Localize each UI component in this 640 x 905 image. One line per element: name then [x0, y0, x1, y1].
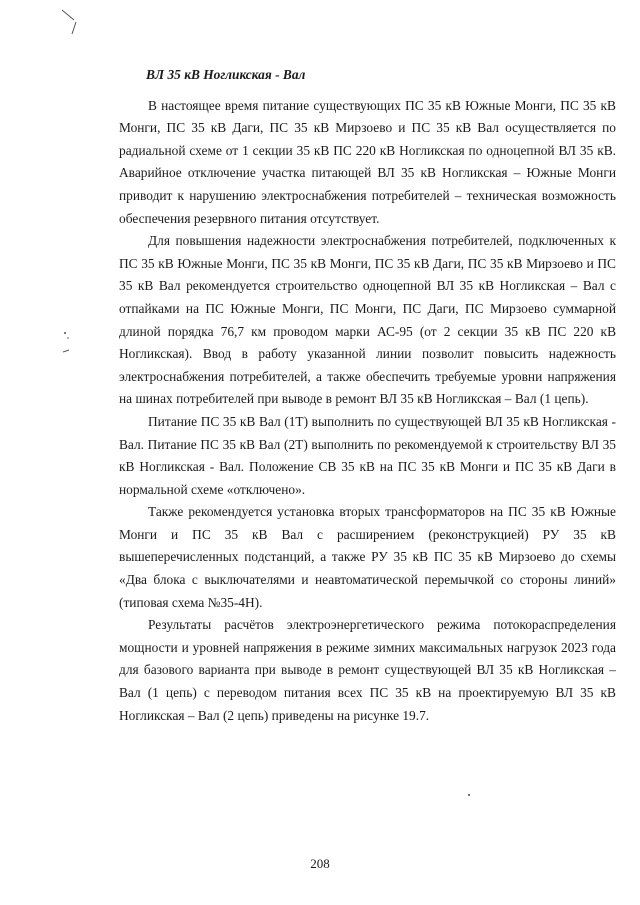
paragraph-3: Питание ПС 35 кВ Вал (1Т) выполнить по существующей ВЛ 35 кВ Ногликская - Вал. Питание ПС 35 кВ Вал (2Т) выполнить по рекомендуемой к строительству ВЛ 35 кВ Ногликская - Вал. Положение СВ 35 кВ на ПС 35 кВ Монги и ПС 35 кВ Даги в нормальной схеме «отключено».	[119, 413, 616, 497]
paragraph-2: Для повышения надежности электроснабжения потребителей, подключенных к ПС 35 кВ Южные Монги, ПС 35 кВ Монги, ПС 35 кВ Даги, ПС 35 кВ Мирзоево и ПС 35 кВ Вал рекомендуется строительство одноцепной ВЛ 35 кВ Ногликская – Вал с отпайками на ПС Южные Монги, ПС Монги, ПС Даги, ПС Мирзоево суммарной длиной порядка 76,7 км проводом марки АС-95 (от 2 секции 35 кВ ПС 220 кВ Ногликская). Ввод в работу указанной линии позволит повысить надежность электроснабжения потребителей, а также обеспечить требуемые уровни напряжения на шинах потребителей при выводе в ремонт ВЛ 35 кВ Ногликская – Вал (1 цепь).	[119, 233, 616, 407]
document-body	[119, 64, 616, 727]
section-heading: ВЛ 35 кВ Ногликская - Вал	[146, 67, 306, 82]
paragraph-5: Результаты расчётов электроэнергетического режима потокораспределения мощности и уровней напряжения в режиме зимних максимальных нагрузок 2023 года для базового варианта при выводе в ремонт существующей ВЛ 35 кВ Ногликская – Вал (1 цепь) с переводом питания всех ПС 35 кВ на проектируемую ВЛ 35 кВ Ногликская – Вал (2 цепь) приведены на рисунке 19.7.	[119, 617, 616, 723]
scan-corner-mark	[60, 8, 84, 40]
scan-dot	[468, 794, 470, 796]
page-number: 208	[310, 856, 330, 871]
paragraph-1: В настоящее время питание существующих ПС 35 кВ Южные Монги, ПС 35 кВ Монги, ПС 35 кВ Даги, ПС 35 кВ Мирзоево и ПС 35 кВ Вал осуществляется по радиальной схеме от 1 секции 35 кВ ПС 220 кВ Ногликская по одноцепной ВЛ 35 кВ. Аварийное отключение участка питающей ВЛ 35 кВ Ногликская – Южные Монги приводит к нарушению электроснабжения потребителей – техническая возможность обеспечения резервного питания отсутствует.	[119, 97, 616, 226]
scan-margin-mark	[60, 330, 74, 356]
paragraph-4: Также рекомендуется установка вторых трансформаторов на ПС 35 кВ Южные Монги и ПС 35 кВ Вал с расширением (реконструкцией) РУ 35 кВ вышеперечисленных подстанций, а также РУ 35 кВ ПС 35 кВ Мирзоево до схемы «Два блока с выключателями и неавтоматической перемычкой со стороны линий» (типовая схема №35-4Н).	[119, 504, 616, 610]
